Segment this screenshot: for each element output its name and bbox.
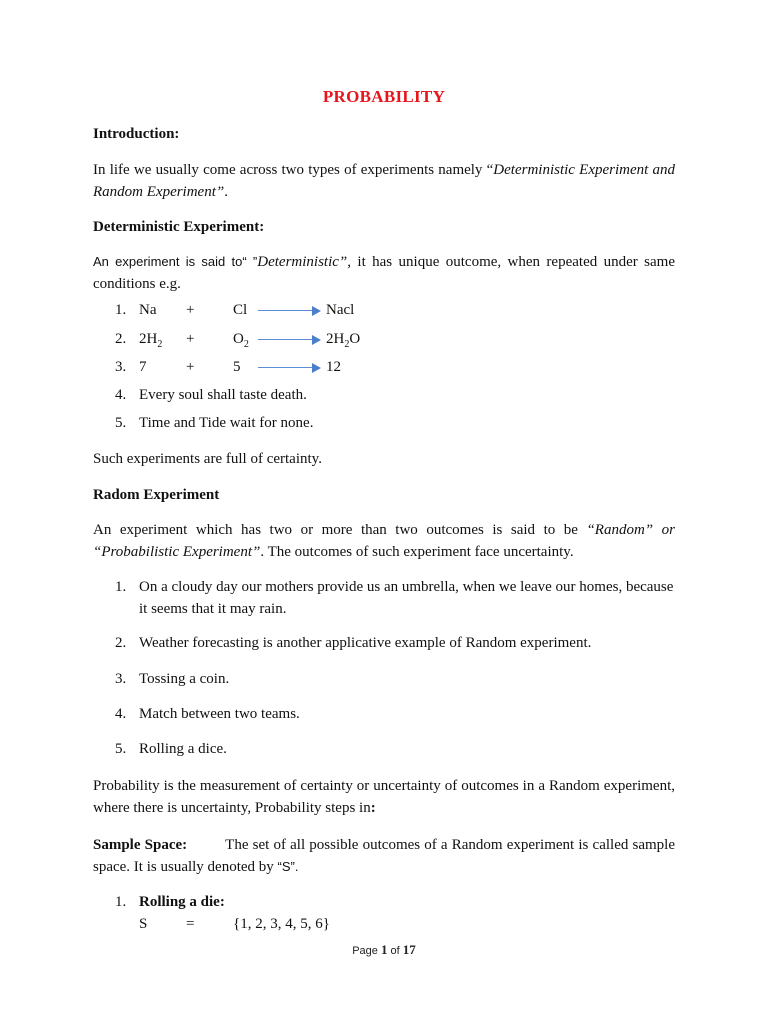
list-item: 2. Weather forecasting is another applicative example of Random experiment. bbox=[115, 635, 592, 651]
random-paragraph: An experiment which has two or more than two outcomes is said to be “Random” or “Probabilistic Experiment”. The outcomes of such experiment face uncertainty. bbox=[93, 522, 675, 560]
list-item: 1. Rolling a die: bbox=[115, 894, 225, 910]
intro-paragraph: In life we usually come across two types of experiments namely “Deterministic Experiment and Random Experiment”. bbox=[93, 162, 675, 200]
page-footer: Page 1 of 17 bbox=[352, 942, 416, 957]
arrow-right-icon bbox=[258, 335, 322, 345]
probability-paragraph: Probability is the measurement of certainty or uncertainty of outcomes in a Random experiment, where there is uncertainty, Probability steps in: bbox=[93, 778, 675, 816]
page-title: PROBABILITY bbox=[322, 87, 446, 106]
equation-row: 3. 7 + 5 12 bbox=[115, 359, 341, 375]
sample-space-paragraph: Sample Space: The set of all possible outcomes of a Random experiment is called sample space. It is usually denoted by “S”. bbox=[93, 837, 675, 875]
list-item: 3. Tossing a coin. bbox=[115, 671, 230, 687]
deterministic-closing: Such experiments are full of certainty. bbox=[93, 451, 322, 467]
list-item: 1. On a cloudy day our mothers provide us an umbrella, when we leave our homes, because it seems that it may rain. bbox=[115, 579, 674, 617]
random-heading: Radom Experiment bbox=[93, 487, 220, 503]
arrow-right-icon bbox=[258, 363, 322, 373]
equation-row: 2. $2H_2$ + $O_2$ $2H_2O$ bbox=[115, 331, 361, 350]
list-item: 5. Rolling a dice. bbox=[115, 741, 227, 757]
intro-heading: Introduction: bbox=[93, 126, 180, 142]
deterministic-paragraph: An experiment is said to“ ”Deterministic”, it has unique outcome, when repeated under same conditions e.g. bbox=[93, 254, 675, 292]
list-item: 4. Match between two teams. bbox=[115, 706, 300, 722]
arrow-right-icon bbox=[258, 306, 322, 316]
list-item: 4. Every soul shall taste death. bbox=[115, 387, 307, 403]
deterministic-heading: Deterministic Experiment: bbox=[93, 219, 265, 235]
sample-space-equation: S = {1, 2, 3, 4, 5, 6} bbox=[139, 916, 330, 932]
equation-row: 1. Na + Cl Nacl bbox=[115, 302, 355, 318]
list-item: 5. Time and Tide wait for none. bbox=[115, 415, 314, 431]
